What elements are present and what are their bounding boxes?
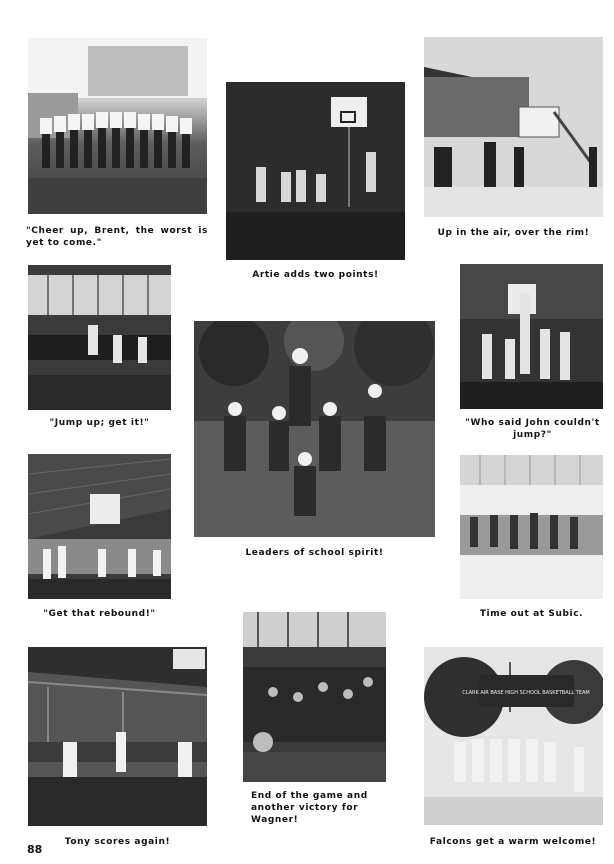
backboard-shape — [90, 494, 120, 524]
end-game-image — [243, 612, 386, 782]
caption-time-out: Time out at Subic. — [479, 609, 584, 619]
time-out-image — [460, 455, 603, 599]
photo-team-group — [28, 38, 207, 214]
caption-rebound: "Get that rebound!" — [43, 609, 156, 619]
up-in-air-image — [424, 37, 603, 217]
caption-cheer-up: "Cheer up, Brent, the worst is yet to come." — [26, 226, 208, 248]
photo-end-game — [243, 612, 386, 782]
photo-falcons — [424, 647, 603, 825]
team-group-image — [28, 38, 207, 214]
photo-john — [460, 264, 603, 409]
caption-tony: Tony scores again! — [64, 837, 171, 847]
page-number: 88 — [27, 843, 43, 856]
caption-end-game: End of the game and another victory for Wagner! — [251, 791, 368, 825]
photo-jump-up — [28, 265, 171, 410]
caption-falcons: Falcons get a warm welcome! — [429, 837, 597, 847]
sign-text: CLARK AIR BASE HIGH SCHOOL BASKETBALL TEAM — [462, 690, 590, 696]
caption-artie: Artie adds two points! — [252, 270, 379, 280]
rebound-image — [28, 454, 171, 599]
photo-rebound — [28, 454, 171, 599]
cheerleaders-image — [194, 321, 435, 537]
photo-artie — [226, 82, 405, 260]
jump-up-image — [28, 265, 171, 410]
john-image — [460, 264, 603, 409]
photo-up-in-air — [424, 37, 603, 217]
falcons-image — [424, 647, 603, 825]
artie-image — [226, 82, 405, 260]
caption-up-in-air: Up in the air, over the rim! — [437, 228, 590, 238]
caption-leaders: Leaders of school spirit! — [245, 548, 384, 558]
photo-cheerleaders — [194, 321, 435, 537]
caption-john: "Who said John couldn't jump?" — [465, 418, 600, 440]
photo-time-out — [460, 455, 603, 599]
tony-image — [28, 647, 207, 826]
caption-jump-up: "Jump up; get it!" — [49, 418, 150, 428]
photo-tony — [28, 647, 207, 826]
